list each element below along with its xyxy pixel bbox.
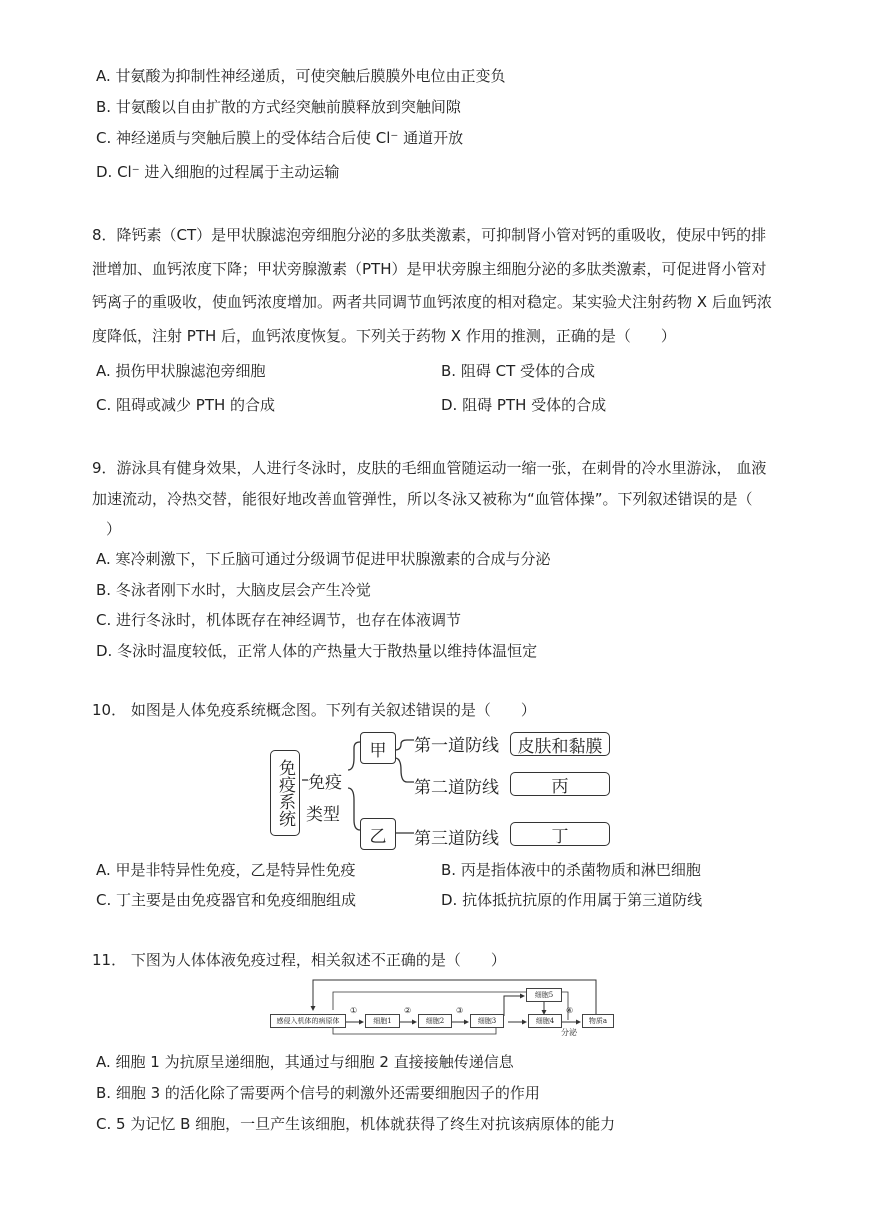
cell4-label: 细胞4 (535, 1017, 555, 1025)
q8-stem-line-4: 度降低，注射 PTH 后，血钙浓度恢复。下列关于药物 X 作用的推测，正确的是（ ） (92, 327, 676, 345)
immune-type-label-2: 类型 (306, 805, 340, 825)
cell3-label: 细胞3 (477, 1017, 497, 1025)
box-skin-mucosa-label: 皮肤和黏膜 (517, 736, 603, 757)
q8-stem-line-1: 8．降钙素（CT）是甲状腺滤泡旁细胞分泌的多肽类激素，可抑制肾小管对钙的重吸收，使尿中钙的排 (92, 226, 767, 244)
defense-line-2-label: 第二道防线 (414, 778, 499, 798)
q10-option-b: B. 丙是指体液中的杀菌物质和淋巴细胞 (441, 861, 701, 879)
q8-option-c: C. 阻碍或减少 PTH 的合成 (96, 396, 276, 414)
pathogen-label: 感侵入机体的病原体 (276, 1017, 340, 1025)
box-ding (510, 822, 610, 846)
q9-stem-line-2: 加速流动，冷热交替，能很好地改善血管弹性，所以冬泳又被称为“血管体操”。下列叙述错误的是（ (92, 490, 753, 508)
q7-option-a: A. 甘氨酸为抑制性神经递质，可使突触后膜膜外电位由正变负 (96, 67, 506, 85)
q9-stem-line-3: ） (106, 520, 122, 538)
cell5-label: 细胞5 (534, 991, 554, 999)
cell5-box (526, 988, 562, 1002)
pathogen-box (270, 1014, 346, 1028)
q7-option-c: C. 神经递质与突触后膜上的受体结合后使 Cl⁻ 通道开放 (96, 129, 464, 147)
q8-stem-line-2: 泄增加、血钙浓度下降；甲状旁腺激素（PTH）是甲状旁腺主细胞分泌的多肽类激素，可促进肾小管对 (92, 260, 767, 278)
box-bing-label: 丙 (551, 776, 569, 797)
defense-line-3-label: 第三道防线 (414, 829, 499, 849)
q8-option-b: B. 阻碍 CT 受体的合成 (441, 362, 595, 380)
q8-option-d: D. 阻碍 PTH 受体的合成 (441, 396, 607, 414)
step-1-marker: ① (350, 1006, 358, 1015)
q9-option-d: D. 冬泳时温度较低，正常人体的产热量大于散热量以维持体温恒定 (96, 642, 538, 660)
cell1-label: 细胞1 (373, 1017, 392, 1025)
q10-stem: 10． 如图是人体免疫系统概念图。下列有关叙述错误的是（ ） (92, 701, 536, 719)
box-skin-mucosa (510, 732, 610, 756)
q9-option-c: C. 进行冬泳时，机体既存在神经调节，也存在体液调节 (96, 611, 462, 629)
cell4-box (528, 1014, 562, 1028)
q10-option-a: A. 甲是非特异性免疫，乙是特异性免疫 (96, 861, 356, 879)
step-2-marker: ② (404, 1006, 412, 1015)
q11-option-c: C. 5 为记忆 B 细胞，一旦产生该细胞，机体就获得了终生对抗该病原体的能力 (96, 1115, 616, 1133)
secrete-label: 分泌 (561, 1028, 577, 1037)
q10-option-d: D. 抗体抵抗抗原的作用属于第三道防线 (441, 891, 703, 909)
box-bing (510, 772, 610, 796)
node-jia (360, 732, 396, 764)
q7-option-b: B. 甘氨酸以自由扩散的方式经突触前膜释放到突触间隙 (96, 98, 461, 116)
substance-a-box (582, 1014, 614, 1028)
q11-option-a: A. 细胞 1 为抗原呈递细胞，其通过与细胞 2 直接接触传递信息 (96, 1053, 514, 1071)
immune-type-label-1: 免疫 (308, 773, 342, 793)
q11-option-b: B. 细胞 3 的活化除了需要两个信号的刺激外还需要细胞因子的作用 (96, 1084, 540, 1102)
node-yi (360, 818, 396, 850)
box-ding-label: 丁 (551, 826, 569, 847)
q8-option-a: A. 损伤甲状腺滤泡旁细胞 (96, 362, 266, 380)
cell2-label: 细胞2 (425, 1017, 445, 1025)
step-4-marker: ④ (566, 1006, 574, 1015)
immune-system-root-label: 免疫系统 (275, 759, 295, 827)
q9-option-b: B. 冬泳者刚下水时，大脑皮层会产生冷觉 (96, 581, 371, 599)
cell2-box (418, 1014, 452, 1028)
defense-line-1-label: 第一道防线 (414, 736, 499, 756)
step-3-marker: ③ (456, 1006, 464, 1015)
substance-a-label: 物质a (588, 1017, 608, 1025)
immune-system-concept-diagram (268, 730, 613, 849)
q11-stem: 11． 下图为人体体液免疫过程，相关叙述不正确的是（ ） (92, 951, 506, 969)
q9-stem-line-1: 9．游泳具有健身效果，人进行冬泳时，皮肤的毛细血管随运动一缩一张，在刺骨的冷水里游泳， 血液 (92, 459, 767, 477)
immune-system-root-box (270, 750, 300, 836)
cell3-box (470, 1014, 504, 1028)
q8-stem-line-3: 钙离子的重吸收，使血钙浓度增加。两者共同调节血钙浓度的相对稳定。某实验犬注射药物 X 后血钙浓 (92, 293, 772, 311)
node-jia-label: 甲 (369, 740, 387, 761)
q9-option-a: A. 寒冷刺激下，下丘脑可通过分级调节促进甲状腺激素的合成与分泌 (96, 550, 551, 568)
cell1-box (365, 1014, 400, 1028)
q7-option-d: D. Cl⁻ 进入细胞的过程属于主动运输 (96, 163, 340, 181)
humoral-immunity-diagram (268, 976, 618, 1038)
q10-option-c: C. 丁主要是由免疫器官和免疫细胞组成 (96, 891, 357, 909)
node-yi-label: 乙 (369, 826, 387, 847)
